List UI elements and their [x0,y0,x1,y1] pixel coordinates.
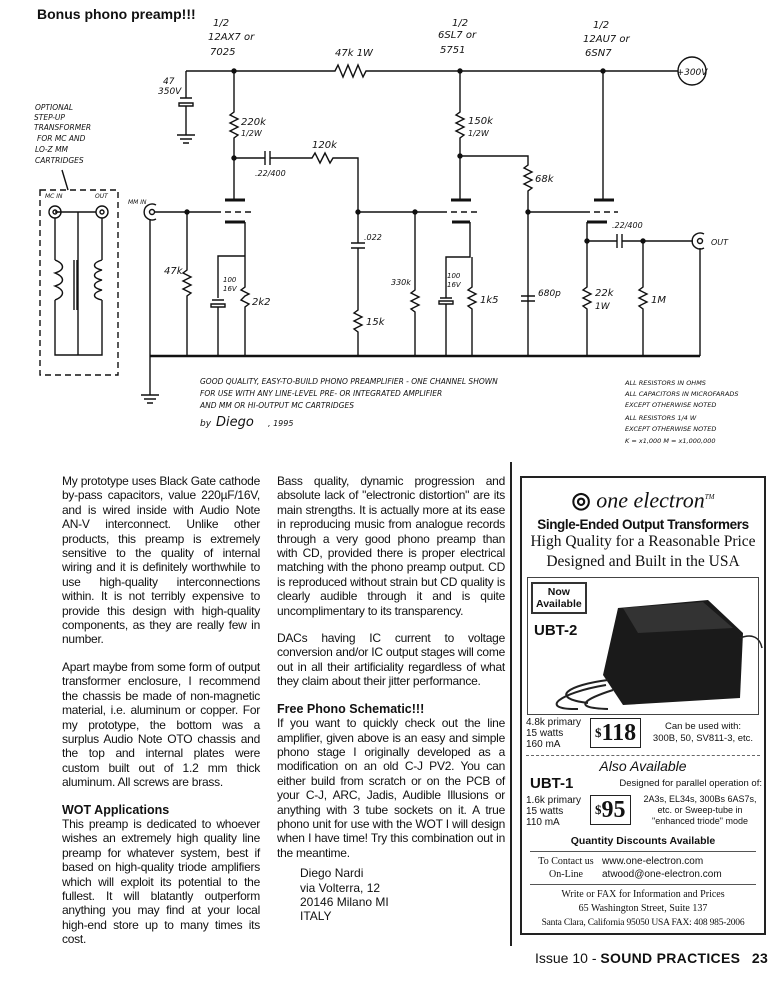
pointer-arrow [62,170,68,190]
label-47k-1w: 47k 1W [335,48,373,59]
ubt1-price: $95 [590,795,631,825]
handwritten-signature: Diego [216,415,254,430]
website-link[interactable]: www.one-electron.com [602,856,704,868]
svg-text:TRANSFORMER: TRANSFORMER [34,123,92,132]
ubt2-model: UBT-2 [534,622,578,640]
optional-transformer-note [34,103,91,165]
ad-headline: Single-Ended Output Transformers [537,517,749,533]
svg-text:16V: 16V [223,285,237,293]
svg-text:12AX7 or: 12AX7 or [208,32,255,43]
capacitor-680p [521,212,584,301]
svg-text:ALL CAPACITORS IN MICROFARADS: ALL CAPACITORS IN MICROFARADS [625,390,739,398]
svg-text:AND MM OR HI-OUTPUT MC CARTRID: AND MM OR HI-OUTPUT MC CARTRIDGES [200,401,354,410]
svg-text:100: 100 [223,276,237,284]
paragraph: My prototype uses Black Gate cathode by-pass capacitors, value 220µF/16V, and is wired inside with Audio Note AN-V interconnect. Unlike other products, this preamp is extremely sensitive to the quality of internal wiring and it is definitely worthwhile to use high-quality interconnections within. It is not terribly expensive to provide this design with high-quality components, as they are really few in number. [62,474,260,647]
svg-text:MC IN: MC IN [45,193,63,200]
ubt2-offer: 4.8k primary 15 watts 160 mA $118 Can be used with: 300B, 50, SV811-3, etc. [526,717,754,751]
svg-text:16V: 16V [447,281,461,289]
column-rule [510,462,512,946]
resistor-68k [460,156,532,356]
author-address: Diego Nardi via Volterra, 12 20146 Milano MI ITALY [300,866,389,924]
section-heading: Free Phono Schematic!!! [277,701,425,716]
svg-text:1/2: 1/2 [593,20,610,31]
svg-text:6SL7 or: 6SL7 or [438,30,477,41]
svg-text:GOOD QUALITY, EASY-TO-BUILD PH: GOOD QUALITY, EASY-TO-BUILD PHONO PREAMPLIFIER - ONE CHANNEL SHOWN [200,377,498,386]
svg-text:.22/400: .22/400 [612,221,643,230]
paragraph: Bass quality, dynamic progression and absolute lack of "electronic distortion" are its main strengths. It is actually more at its ease in reproducing music from analogue records through a very good phono preamp than with CD, provided there is proper electrical matching with the phono preamp output. CD is reproduced without strain but CD quality is clearly audible through it and is quite uncomplimentary to its transparency. [277,474,505,618]
one-electron-advertisement [520,476,766,935]
svg-text:OUT: OUT [95,193,108,200]
tube-label-2 [438,18,477,56]
ad-tagline-2: Designed and Built in the USA [546,553,740,571]
page-footer: Issue 10 - SOUND PRACTICES 23 [535,950,769,966]
resistor-220k [230,71,238,200]
svg-text:STEP-UP: STEP-UP [34,113,65,122]
product-photo [527,577,759,715]
transformer-windings [55,212,102,355]
ad-tagline-1: High Quality for a Reasonable Price [530,533,756,551]
schematic-notes [624,379,738,445]
svg-text:EXCEPT OTHERWISE NOTED: EXCEPT OTHERWISE NOTED [625,401,717,409]
svg-text:1/2: 1/2 [213,18,230,29]
svg-text:68k: 68k [535,174,554,185]
also-available: Also Available [599,758,687,775]
svg-text:1W: 1W [595,302,610,312]
svg-text:1/2W: 1/2W [241,129,262,138]
svg-text:100: 100 [447,272,461,280]
svg-text:350V: 350V [158,87,182,97]
now-available-badge: Now Available [531,582,587,614]
svg-text:, 1995: , 1995 [268,419,294,428]
svg-text:47k: 47k [164,266,183,277]
svg-text:OUT: OUT [711,238,729,247]
article-title: Bonus phono preamp!!! [37,6,196,22]
svg-text:ALL RESISTORS 1/4 W: ALL RESISTORS 1/4 W [625,414,697,422]
contact-info: To Contact us On-Line www.one-electron.com atwood@one-electron.com [538,856,722,881]
email-link[interactable]: atwood@one-electron.com [602,869,722,881]
quantity-discounts: Quantity Discounts Available [570,835,716,848]
svg-text:ALL RESISTORS IN OHMS: ALL RESISTORS IN OHMS [625,379,706,387]
spiral-icon: ◎ [571,487,591,513]
ubt2-price: $118 [590,718,641,748]
section-heading: WOT Applications [62,802,170,817]
svg-text:120k: 120k [312,140,337,151]
svg-text:22k: 22k [595,288,614,299]
article-column-1 [62,474,260,960]
phono-preamp-schematic [0,0,777,460]
svg-text:5751: 5751 [440,45,466,56]
schematic-caption [199,377,498,430]
resistor-150k [456,71,464,200]
svg-text:1/2: 1/2 [452,18,469,29]
page-number: 23 [751,950,769,966]
svg-text:1k5: 1k5 [480,295,499,306]
svg-text:FOR MC AND: FOR MC AND [37,134,86,143]
svg-text:680p: 680p [538,289,561,299]
coupling-network-1 [234,151,358,212]
svg-text:6SN7: 6SN7 [585,48,612,59]
tube-label-1 [208,18,255,58]
brand-logo: ◎ one electron™ [571,487,715,513]
svg-text:.022: .022 [364,233,382,242]
paragraph: DACs having IC current to voltage conversion and/or IC output stages will come out in all their artificiality regardless of what they claim about their jitter performance. [277,631,505,689]
svg-text:MM IN: MM IN [128,199,147,206]
svg-text:150k: 150k [468,116,493,127]
svg-text:1/2W: 1/2W [468,129,489,138]
paragraph: This preamp is dedicated to whoever wishes an extremely high quality line preamp for whatever system, best if based on high-quality triode amplifiers which will exploit its potential to the fullest. It will blatantly outperform anything you may find at your local high-end store up to many times its cost. [62,816,260,947]
svg-text:CARTRIDGES: CARTRIDGES [35,156,84,165]
svg-text:.22/400: .22/400 [255,169,286,178]
input-ground-wiring [141,212,215,403]
svg-text:EXCEPT OTHERWISE NOTED: EXCEPT OTHERWISE NOTED [625,425,717,433]
svg-text:1M: 1M [651,295,666,306]
svg-text:K = x1,000 M = x1,000,000: K = x1,000 M = x1,000,000 [625,437,716,445]
svg-text:7025: 7025 [210,47,236,58]
mailing-address: Write or FAX for Information and Prices 65 Washington Street, Suite 137 Santa Clara, California 95050 USA FAX: 408 985-2006 [541,889,745,929]
svg-text:15k: 15k [366,317,385,328]
supply-label: +300V [676,68,708,78]
resistor-47k [183,212,191,356]
resistor-330k [411,212,419,356]
svg-text:12AU7 or: 12AU7 or [583,34,630,45]
svg-text:FOR USE WITH ANY LINE-LEVEL PR: FOR USE WITH ANY LINE-LEVEL PRE- OR INTEGRATED AMPLIFIER [200,389,443,398]
article-column-2 [277,474,505,924]
cathode-network-2 [439,222,476,356]
svg-text:LO-Z MM: LO-Z MM [35,145,69,154]
filter-capacitor [177,71,195,143]
svg-text:2k2: 2k2 [252,297,271,308]
svg-text:by: by [200,419,212,429]
paragraph: If you want to quickly check out the line amplifier, given above is an easy and simple phono stage I originally developed as a modification on an old C-J PV2. You can either build from scratch or on the PCB of your C-J, ARC, Jadis, Audible Illusions or anything with 3 tube sockets on it. A true phono unit for use with the WOT I will design when I have time! Try this combination out in the meantime. [277,716,505,860]
svg-text:OPTIONAL: OPTIONAL [35,103,74,112]
svg-text:47: 47 [163,77,175,87]
svg-text:220k: 220k [241,117,266,128]
paragraph: Apart maybe from some form of output transformer enclosure, I recommend the chassis be made of non-magnetic material, i.e. aluminum or copper. For my prototype, the bottom was a surplus Audio Note OTO chassis and the top and internal plates were custom built out of 1.2 mm thick aluminum. All screws are brass. [62,659,260,790]
svg-text:330k: 330k [391,278,411,287]
tube-label-3 [583,20,631,59]
ubt1-offer: UBT-1 Designed for parallel operation of: 1.6k primary 15 watts 110 mA $95 2A3s, EL34s, 300Bs 6AS7s, etc. or Sweep-tube in "enhanced triode" mode [526,775,762,829]
